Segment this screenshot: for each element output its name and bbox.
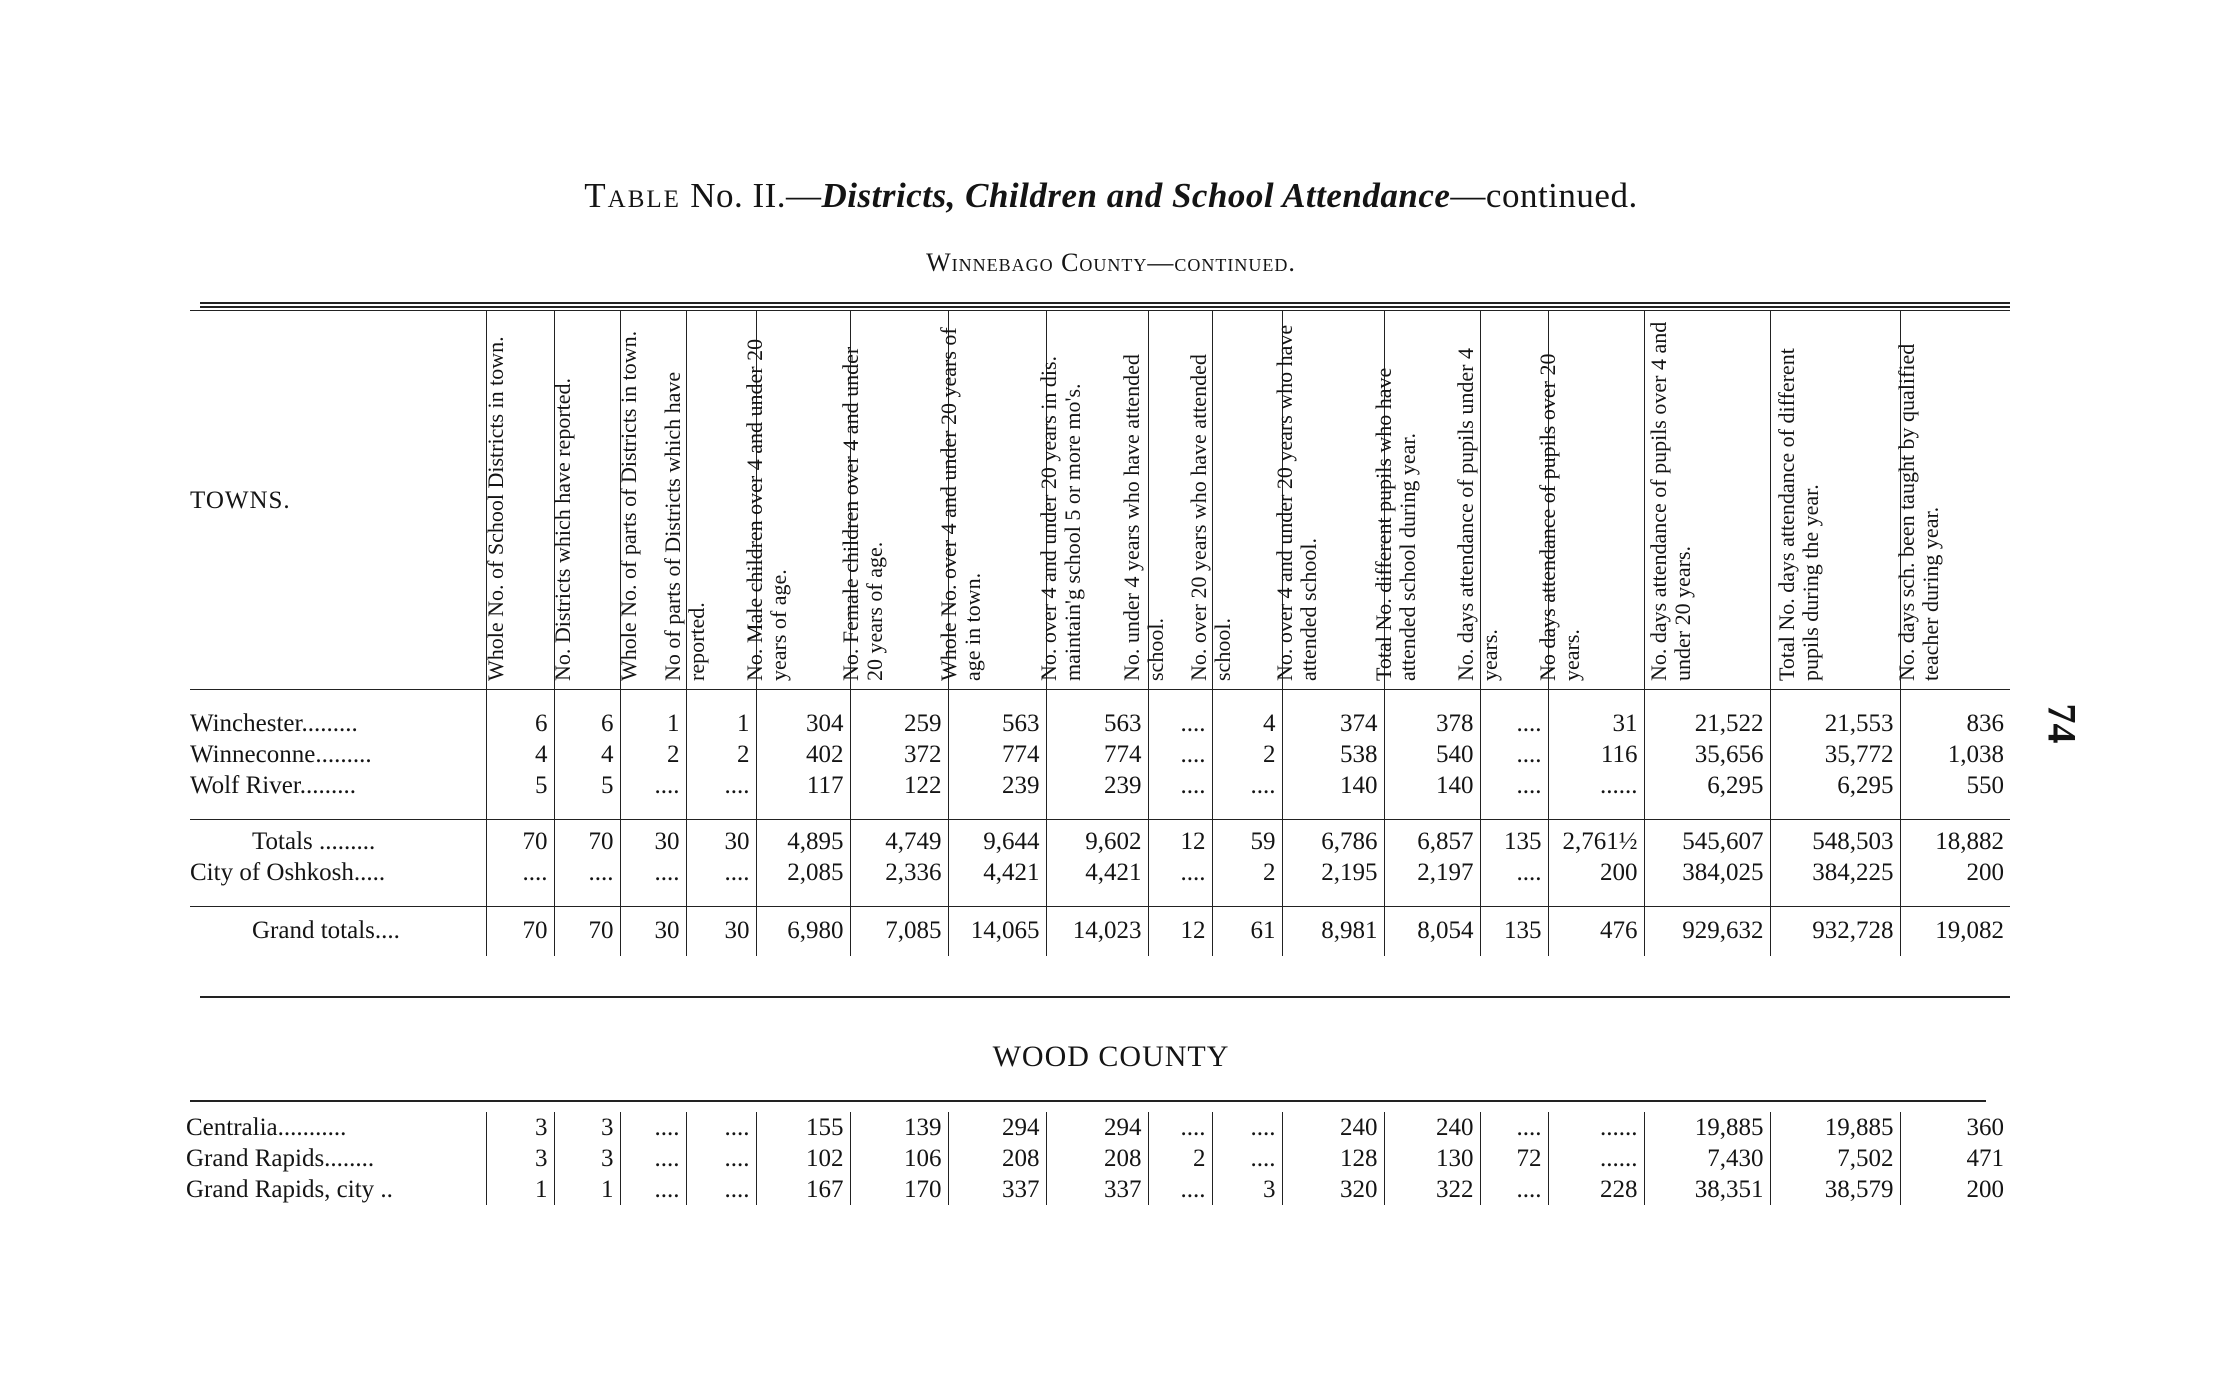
column-header-label: Whole No. of School Districts in town. <box>483 336 508 681</box>
column-header-label: No. Female children over 4 and under 20 years of age. <box>838 346 887 681</box>
table-cell: 337 <box>1046 1174 1148 1205</box>
table-cell: 140 <box>1384 770 1480 801</box>
town-name: Grand totals.... <box>190 907 486 957</box>
column-header-label: No. over 20 years who have attended school. <box>1186 354 1235 681</box>
table-title <box>0 176 2222 216</box>
section-rule <box>200 996 2010 998</box>
table-cell: 1 <box>686 708 756 739</box>
column-header-5 <box>742 311 850 690</box>
table-cell: .... <box>1480 739 1548 770</box>
table-cell: 4,895 <box>756 820 850 858</box>
column-header-label: Whole No. over 4 and under 20 years of age in town. <box>936 327 985 681</box>
table-cell: .... <box>1148 857 1212 888</box>
table-cell: 38,579 <box>1770 1174 1900 1205</box>
table-cell: 294 <box>1046 1112 1148 1143</box>
table-cell: 239 <box>1046 770 1148 801</box>
wood-county-table <box>186 1112 2010 1205</box>
table-cell: 550 <box>1900 770 2010 801</box>
table-cell: 476 <box>1548 907 1644 957</box>
table-cell: 4 <box>486 739 554 770</box>
table-cell: 170 <box>850 1174 948 1205</box>
table-row <box>190 857 2010 888</box>
column-header-label: No. under 4 years who have attended school. <box>1119 354 1168 681</box>
table-cell: 2 <box>1212 739 1282 770</box>
title-suffix: —continued. <box>1450 176 1638 215</box>
towns-header: TOWNS. <box>190 311 486 690</box>
table-cell: 4,421 <box>1046 857 1148 888</box>
column-header-label: No. days sch. been taught by qualified teacher during year. <box>1894 343 1944 681</box>
table-cell: 2,197 <box>1384 857 1480 888</box>
table-row <box>186 1112 2010 1143</box>
table-cell: .... <box>686 770 756 801</box>
table-cell: 167 <box>756 1174 850 1205</box>
column-header-label: No. over 4 and under 20 years who have attended school. <box>1272 324 1321 681</box>
table-cell: 932,728 <box>1770 907 1900 957</box>
table-cell: 35,656 <box>1644 739 1770 770</box>
table-cell: .... <box>1480 1174 1548 1205</box>
table-cell: 4 <box>1212 708 1282 739</box>
table-cell: 135 <box>1480 820 1548 858</box>
table-cell: 38,351 <box>1644 1174 1770 1205</box>
table-cell: 4,421 <box>948 857 1046 888</box>
table-cell: .... <box>1212 770 1282 801</box>
table-cell: 1 <box>486 1174 554 1205</box>
table-cell: .... <box>620 1112 686 1143</box>
table-cell: 402 <box>756 739 850 770</box>
table-cell: 259 <box>850 708 948 739</box>
town-name: Winchester......... <box>190 710 358 737</box>
table-cell: .... <box>1148 770 1212 801</box>
table-cell: 240 <box>1282 1112 1384 1143</box>
table-cell: 12 <box>1148 907 1212 957</box>
table-cell: 130 <box>1384 1143 1480 1174</box>
table-cell: 6,857 <box>1384 820 1480 858</box>
table-row <box>186 1143 2010 1174</box>
table-cell: 3 <box>486 1143 554 1174</box>
column-header-label: No. Districts which have reported. <box>550 377 575 681</box>
table-cell: 2,336 <box>850 857 948 888</box>
table-cell: 372 <box>850 739 948 770</box>
table-cell: 4,749 <box>850 820 948 858</box>
table-cell: .... <box>1148 1174 1212 1205</box>
table-cell: .... <box>1148 1112 1212 1143</box>
table-cell: 140 <box>1282 770 1384 801</box>
table-cell: 122 <box>850 770 948 801</box>
table-cell: .... <box>1148 739 1212 770</box>
table-cell: .... <box>1480 770 1548 801</box>
table-cell: 836 <box>1900 708 2010 739</box>
table-cell: 2 <box>1148 1143 1212 1174</box>
column-header-2 <box>550 311 620 690</box>
column-header-7 <box>936 311 1046 690</box>
table-cell: 2,195 <box>1282 857 1384 888</box>
table-cell: .... <box>686 857 756 888</box>
table-cell: .... <box>1480 708 1548 739</box>
table-cell: .... <box>1212 1112 1282 1143</box>
table-cell: 322 <box>1384 1174 1480 1205</box>
table-cell: .... <box>554 857 620 888</box>
table-row <box>190 708 2010 739</box>
table-cell: 1 <box>554 1174 620 1205</box>
table-cell: 540 <box>1384 739 1480 770</box>
table-cell: 774 <box>948 739 1046 770</box>
table-row <box>190 770 2010 801</box>
table-cell: .... <box>1480 857 1548 888</box>
table-cell: 538 <box>1282 739 1384 770</box>
table-cell: 70 <box>486 820 554 858</box>
table-cell: .... <box>686 1174 756 1205</box>
winnebago-table <box>190 310 2010 956</box>
town-name: City of Oshkosh..... <box>190 859 386 886</box>
spacer-row <box>190 690 2010 709</box>
table-cell: 320 <box>1282 1174 1384 1205</box>
table-cell: 208 <box>948 1143 1046 1174</box>
table-cell: 7,430 <box>1644 1143 1770 1174</box>
table-row <box>190 820 2010 858</box>
table-cell: 9,602 <box>1046 820 1148 858</box>
table-cell: 155 <box>756 1112 850 1143</box>
table-cell: 208 <box>1046 1143 1148 1174</box>
table-cell: .... <box>620 857 686 888</box>
table-cell: 61 <box>1212 907 1282 957</box>
column-header-label: No of parts of Districts which have reported. <box>660 371 709 681</box>
table-cell: 2 <box>620 739 686 770</box>
table-cell: 3 <box>486 1112 554 1143</box>
title-italic: Districts, Children and School Attendance <box>821 176 1451 215</box>
town-name: Grand Rapids, city .. <box>186 1176 393 1203</box>
table-cell: .... <box>486 857 554 888</box>
table-cell: 200 <box>1900 1174 2010 1205</box>
table-cell: 384,225 <box>1770 857 1900 888</box>
table-cell: 139 <box>850 1112 948 1143</box>
table-cell: 228 <box>1548 1174 1644 1205</box>
column-header-label: No. over 4 and under 20 years in dis. maintain'g school 5 or more mo's. <box>1036 355 1085 681</box>
page-number: 74 <box>2039 703 2085 744</box>
table-cell: 35,772 <box>1770 739 1900 770</box>
column-header-15 <box>1644 311 1770 690</box>
table-cell: 5 <box>486 770 554 801</box>
table-cell: 774 <box>1046 739 1148 770</box>
table-cell: 929,632 <box>1644 907 1770 957</box>
column-header-label: No days attendance of pupils over 20 years. <box>1535 353 1584 681</box>
table-cell: ...... <box>1548 770 1644 801</box>
table-cell: 30 <box>686 907 756 957</box>
table-cell: 6 <box>486 708 554 739</box>
column-header-11 <box>1272 311 1384 690</box>
table-cell: 200 <box>1548 857 1644 888</box>
table-cell: 19,885 <box>1644 1112 1770 1143</box>
table-cell: 3 <box>554 1112 620 1143</box>
wood-rule <box>190 1100 1986 1102</box>
table-cell: 304 <box>756 708 850 739</box>
table-cell: .... <box>620 1174 686 1205</box>
table-cell: 239 <box>948 770 1046 801</box>
spacer-row <box>190 801 2010 820</box>
table-cell: 9,644 <box>948 820 1046 858</box>
table-cell: 6,980 <box>756 907 850 957</box>
wood-county-heading: WOOD COUNTY <box>992 1040 1230 1073</box>
column-header-17 <box>1894 311 2010 690</box>
title-prefix: Table <box>584 176 681 215</box>
table-cell: 14,023 <box>1046 907 1148 957</box>
table-cell: .... <box>1148 708 1212 739</box>
table-cell: 2 <box>1212 857 1282 888</box>
title-number: No. II.— <box>690 176 822 215</box>
table-cell: .... <box>620 1143 686 1174</box>
table-cell: 12 <box>1148 820 1212 858</box>
table-cell: 2 <box>686 739 756 770</box>
table-cell: 117 <box>756 770 850 801</box>
header-row <box>190 311 2010 690</box>
table-cell: ...... <box>1548 1112 1644 1143</box>
table-cell: 5 <box>554 770 620 801</box>
table-cell: 548,503 <box>1770 820 1900 858</box>
table-cell: 378 <box>1384 708 1480 739</box>
table-cell: 6 <box>554 708 620 739</box>
table-cell: 6,295 <box>1644 770 1770 801</box>
spacer-row <box>190 888 2010 907</box>
table-cell: 19,885 <box>1770 1112 1900 1143</box>
table-cell: 70 <box>554 820 620 858</box>
table-cell: 21,553 <box>1770 708 1900 739</box>
table-cell: 70 <box>486 907 554 957</box>
column-header-label: Total No. different pupils who have attended school during year. <box>1371 367 1420 681</box>
table-cell: 30 <box>620 820 686 858</box>
table-cell: 128 <box>1282 1143 1384 1174</box>
table-cell: 6,295 <box>1770 770 1900 801</box>
table-cell: 1,038 <box>1900 739 2010 770</box>
table-row <box>190 907 2010 957</box>
table-cell: 21,522 <box>1644 708 1770 739</box>
table-cell: 31 <box>1548 708 1644 739</box>
table-cell: 116 <box>1548 739 1644 770</box>
top-rule-1 <box>200 302 2010 304</box>
table-cell: 4 <box>554 739 620 770</box>
table-cell: 1 <box>620 708 686 739</box>
column-header-6 <box>838 311 948 690</box>
table-cell: 2,761½ <box>1548 820 1644 858</box>
column-header-1 <box>483 311 554 690</box>
table-cell: 2,085 <box>756 857 850 888</box>
table-cell: 6,786 <box>1282 820 1384 858</box>
table-cell: 374 <box>1282 708 1384 739</box>
table-cell: 3 <box>554 1143 620 1174</box>
table-cell: 135 <box>1480 907 1548 957</box>
table-cell: 3 <box>1212 1174 1282 1205</box>
table-cell: 72 <box>1480 1143 1548 1174</box>
table-cell: 200 <box>1900 857 2010 888</box>
table-cell: .... <box>1480 1112 1548 1143</box>
table-cell: 18,882 <box>1900 820 2010 858</box>
table-cell: 545,607 <box>1644 820 1770 858</box>
table-cell: 102 <box>756 1143 850 1174</box>
table-cell: 8,981 <box>1282 907 1384 957</box>
table-cell: 14,065 <box>948 907 1046 957</box>
table-row <box>190 739 2010 770</box>
table-cell: 240 <box>1384 1112 1480 1143</box>
table-cell: .... <box>620 770 686 801</box>
column-header-label: No. days attendance of pupils over 4 and under 20 years. <box>1646 321 1695 681</box>
town-name: Wolf River......... <box>190 772 357 799</box>
table-cell: .... <box>686 1143 756 1174</box>
table-cell: .... <box>1212 1143 1282 1174</box>
table-cell: .... <box>686 1112 756 1143</box>
table-cell: 59 <box>1212 820 1282 858</box>
table-cell: 384,025 <box>1644 857 1770 888</box>
town-name: Grand Rapids........ <box>186 1145 375 1172</box>
column-header-label: Whole No. of parts of Districts in town. <box>616 330 641 681</box>
table-cell: 30 <box>620 907 686 957</box>
table-cell: 294 <box>948 1112 1046 1143</box>
county-subtitle: Winnebago County—continued. <box>926 248 1296 277</box>
column-header-label: Total No. days attendance of different pupils during the year. <box>1774 348 1823 681</box>
table-cell: 30 <box>686 820 756 858</box>
table-cell: 70 <box>554 907 620 957</box>
table-cell: 7,502 <box>1770 1143 1900 1174</box>
town-name: Centralia........... <box>186 1114 347 1141</box>
table-cell: 563 <box>1046 708 1148 739</box>
table-cell: ...... <box>1548 1143 1644 1174</box>
table-cell: 106 <box>850 1143 948 1174</box>
table-cell: 19,082 <box>1900 907 2010 957</box>
top-rule-2 <box>200 306 2010 308</box>
table-cell: 471 <box>1900 1143 2010 1174</box>
town-name: Winneconne......... <box>190 741 372 768</box>
table-cell: 7,085 <box>850 907 948 957</box>
column-header-16 <box>1770 311 1900 690</box>
column-header-label: No. Male children over 4 and under 20 years of age. <box>742 338 791 681</box>
table-row <box>186 1174 2010 1205</box>
column-header-label: No. days attendance of pupils under 4 years. <box>1453 348 1502 681</box>
table-cell: 8,054 <box>1384 907 1480 957</box>
column-header-14 <box>1535 311 1644 690</box>
table-cell: 563 <box>948 708 1046 739</box>
town-name: Totals ......... <box>190 820 486 858</box>
table-cell: 360 <box>1900 1112 2010 1143</box>
table-cell: 337 <box>948 1174 1046 1205</box>
